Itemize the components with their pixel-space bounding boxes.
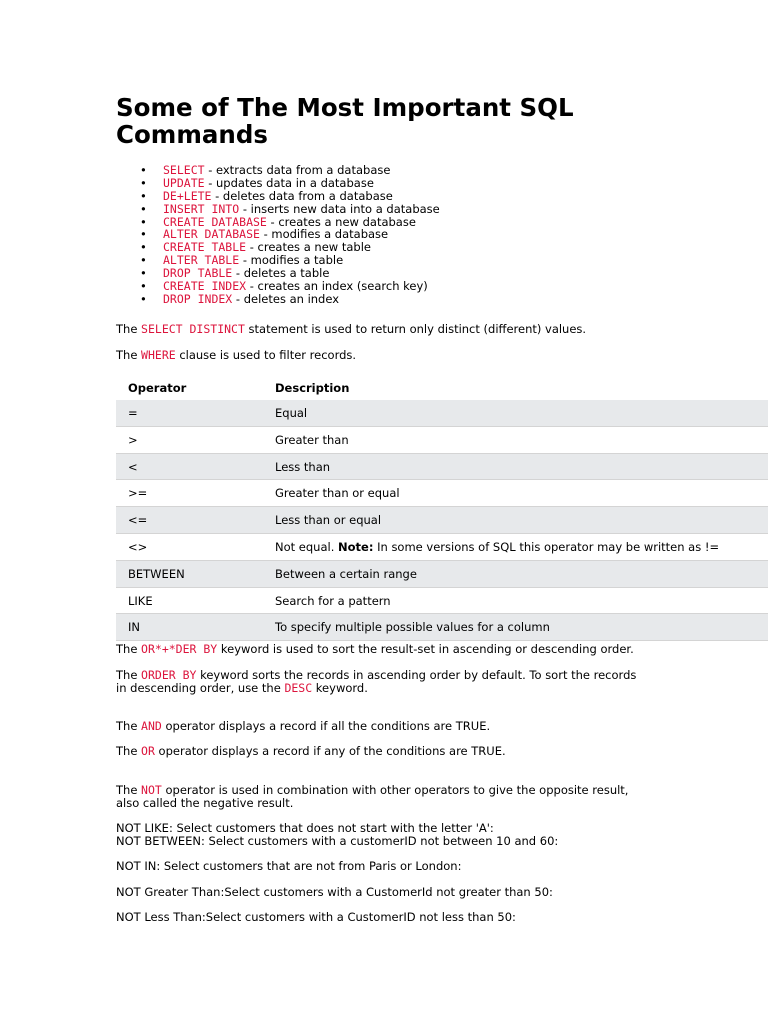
operator-cell: > (128, 432, 138, 447)
text: The (116, 668, 142, 682)
command-description: - deletes an index (232, 291, 340, 306)
text: in descending order, use the (116, 681, 285, 695)
operator-cell: LIKE (128, 593, 153, 608)
operator-cell: <= (128, 513, 148, 528)
or-operator-paragraph (116, 745, 506, 758)
description-cell: To specify multiple possible values for a column (275, 620, 550, 635)
table-row (116, 480, 768, 507)
list-item (116, 293, 440, 306)
command-list (116, 164, 440, 306)
description-cell: Greater than (275, 432, 349, 447)
text: The (116, 744, 142, 758)
command-description: - deletes a table (232, 266, 330, 281)
operator-cell: >= (128, 486, 148, 501)
bullet: • (140, 240, 147, 255)
order-by-default-paragraph (116, 669, 636, 695)
text: statement is used to return only distinct (different) values. (244, 322, 587, 336)
select-distinct-paragraph (116, 323, 586, 336)
command-code: SELECT (163, 163, 205, 177)
operators-table (116, 376, 768, 641)
not-in-paragraph: NOT IN: Select customers that are not from Paris or London: (116, 859, 462, 873)
description-cell: Less than (275, 459, 331, 474)
operator-cell: IN (128, 620, 140, 635)
description-cell: Greater than or equal (275, 486, 400, 501)
inline-code: OR*+*DER BY (141, 642, 218, 656)
bullet: • (140, 175, 147, 190)
table-row (116, 400, 768, 427)
table-row (116, 534, 768, 561)
command-code: INSERT INTO (163, 201, 240, 216)
command-description: - modifies a table (239, 253, 344, 268)
inline-code: AND (141, 719, 162, 733)
inline-code: NOT (141, 783, 162, 797)
bullet: • (140, 227, 147, 242)
inline-code: SELECT DISTINCT (141, 322, 245, 336)
not-operator-paragraph (116, 784, 628, 810)
table-row (116, 454, 768, 481)
text: In some versions of SQL this operator may be written as != (373, 539, 720, 554)
command-code: DROP INDEX (163, 291, 233, 306)
command-code: ALTER TABLE (163, 253, 240, 268)
command-description: - creates an index (search key) (246, 279, 428, 294)
text: The (116, 322, 142, 336)
text-line: NOT LIKE: Select customers that does not start with the letter 'A': (116, 821, 494, 835)
bullet: • (140, 188, 147, 203)
command-code: DROP TABLE (163, 266, 233, 281)
table-row (116, 588, 768, 615)
text-line: NOT BETWEEN: Select customers with a customerID not between 10 and 60: (116, 834, 559, 848)
text: clause is used to filter records. (175, 348, 357, 362)
operator-cell: < (128, 459, 138, 474)
bullet: • (140, 291, 147, 306)
command-description: - creates a new database (266, 214, 416, 229)
table-header-row (116, 376, 768, 400)
note-label: Note: (338, 539, 374, 554)
text-line (116, 682, 636, 695)
operator-cell: BETWEEN (128, 566, 185, 581)
column-header: Operator (128, 381, 187, 395)
inline-code: DESC (284, 681, 313, 695)
where-paragraph (116, 349, 356, 362)
command-code: CREATE DATABASE (163, 214, 267, 229)
bullet: • (140, 253, 147, 268)
inline-code: ORDER BY (141, 668, 197, 682)
table-row (116, 561, 768, 588)
page-title: Some of The Most Important SQL Commands (116, 93, 574, 149)
command-code: CREATE TABLE (163, 240, 247, 255)
command-description: - deletes data from a database (211, 188, 393, 203)
description-cell: Between a certain range (275, 566, 417, 581)
command-description: - modifies a database (259, 227, 389, 242)
table-row (116, 614, 768, 641)
description-cell: Search for a pattern (275, 593, 391, 608)
table-row (116, 507, 768, 534)
text: operator displays a record if any of the conditions are TRUE. (154, 744, 506, 758)
text: The (116, 783, 142, 797)
text: keyword. (312, 681, 368, 695)
and-operator-paragraph (116, 720, 490, 733)
table-row (116, 427, 768, 454)
description-cell: Less than or equal (275, 513, 382, 528)
bullet: • (140, 266, 147, 281)
text: keyword sorts the records in ascending order by default. To sort the records (196, 668, 637, 682)
text: keyword is used to sort the result-set in ascending or descending order. (217, 642, 634, 656)
not-less-than-paragraph: NOT Less Than:Select customers with a CustomerID not less than 50: (116, 910, 516, 924)
command-description: - extracts data from a database (204, 163, 391, 177)
command-description: - inserts new data into a database (239, 201, 440, 216)
command-description: - creates a new table (246, 240, 371, 255)
not-greater-than-paragraph: NOT Greater Than:Select customers with a CustomerId not greater than 50: (116, 885, 553, 899)
text: Not equal. (275, 539, 339, 554)
command-code: DE+LETE (163, 188, 212, 203)
column-header: Description (275, 381, 350, 395)
operator-cell: = (128, 406, 138, 420)
text: The (116, 642, 142, 656)
bullet: • (140, 163, 147, 177)
text-line: also called the negative result. (116, 796, 294, 810)
text: The (116, 719, 142, 733)
bullet: • (140, 201, 147, 216)
command-code: CREATE INDEX (163, 279, 247, 294)
text: The (116, 348, 142, 362)
command-code: UPDATE (163, 175, 205, 190)
inline-code: OR (141, 744, 155, 758)
description-cell: Equal (275, 406, 308, 420)
order-by-paragraph (116, 643, 634, 656)
not-like-paragraph (116, 822, 558, 848)
operator-cell: <> (128, 539, 148, 554)
bullet: • (140, 214, 147, 229)
inline-code: WHERE (141, 348, 176, 362)
bullet: • (140, 279, 147, 294)
text: operator is used in combination with other operators to give the opposite result, (161, 783, 629, 797)
command-code: ALTER DATABASE (163, 227, 260, 242)
text: operator displays a record if all the conditions are TRUE. (161, 719, 491, 733)
description-cell (275, 540, 719, 554)
command-description: - updates data in a database (204, 175, 374, 190)
